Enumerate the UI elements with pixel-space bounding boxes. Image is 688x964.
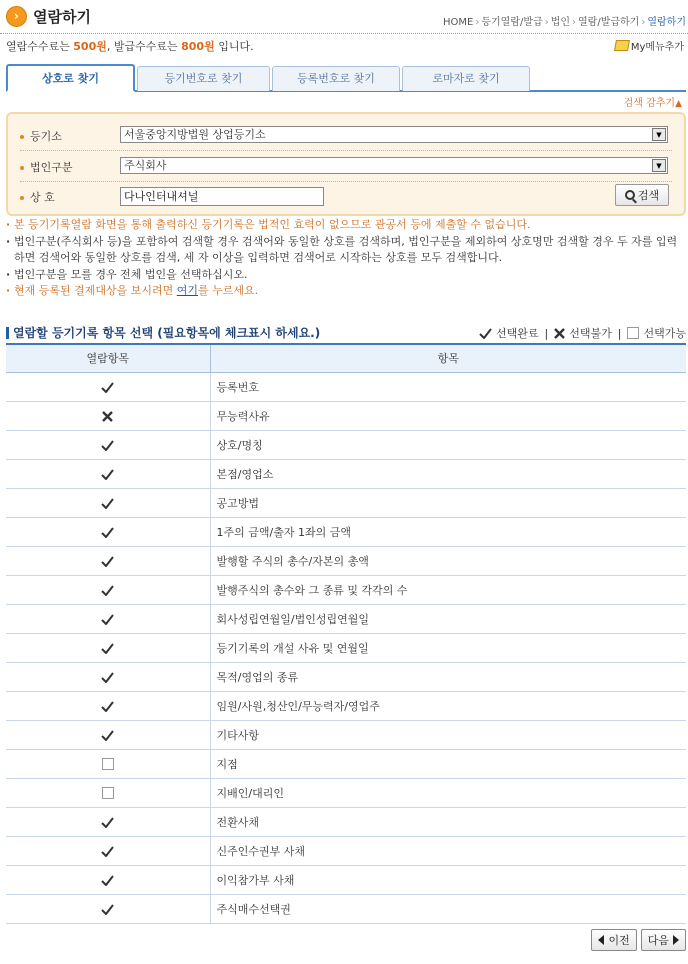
- check-icon: [101, 641, 114, 654]
- table-row: [6, 430, 686, 459]
- registry-row: [20, 124, 670, 146]
- check-icon: [101, 380, 114, 393]
- item-select-cell: [6, 720, 210, 749]
- item-label: 지배인/대리인: [210, 778, 686, 807]
- folder-icon: [614, 40, 630, 51]
- item-label: 지점: [210, 749, 686, 778]
- table-row: [6, 604, 686, 633]
- selection-legend: 선택완료 | 선택불가 | 선택가능: [479, 325, 686, 341]
- check-icon: [101, 583, 114, 596]
- item-label: 전환사채: [210, 807, 686, 836]
- next-button[interactable]: 다음: [641, 929, 686, 951]
- check-icon: [101, 699, 114, 712]
- check-icon: [101, 844, 114, 857]
- table-row: [6, 894, 686, 923]
- table-row: [6, 633, 686, 662]
- table-row: [6, 778, 686, 807]
- table-row: [6, 836, 686, 865]
- item-label: 1주의 금액/출자 1좌의 금액: [210, 517, 686, 546]
- table-row: [6, 865, 686, 894]
- item-select-cell: [6, 807, 210, 836]
- item-label: 주식매수선택권: [210, 894, 686, 923]
- checkbox-icon: [627, 327, 639, 339]
- arrow-right-icon: [673, 935, 679, 945]
- breadcrumb-corporation[interactable]: 법인: [550, 17, 571, 28]
- item-select-cell: [6, 691, 210, 720]
- company-name-label: 상 호: [20, 189, 55, 205]
- item-select-cell: [6, 894, 210, 923]
- item-label: 기타사항: [210, 720, 686, 749]
- tab-name-search[interactable]: 상호로 찾기: [6, 64, 135, 92]
- table-row: [6, 807, 686, 836]
- item-select-cell: [6, 517, 210, 546]
- table-row: [6, 720, 686, 749]
- section-title: 열람할 등기기록 항목 선택 (필요항목에 체크표시 하세요.): [6, 324, 320, 341]
- section-bar-icon: [6, 327, 9, 339]
- item-select-cell: [6, 488, 210, 517]
- item-select-cell: [6, 662, 210, 691]
- notice-item: · 현재 등록된 결제대상을 보시려면 여기를 누르세요.: [6, 283, 686, 300]
- item-label: 발행할 주식의 총수/자본의 총액: [210, 546, 686, 575]
- item-select-cell: [6, 865, 210, 894]
- notice-item: · 법인구분을 모를 경우 전체 법인을 선택하십시오.: [6, 267, 686, 284]
- notice-item: · 본 등기기록열람 화면을 통해 출력하신 등기기록은 법적인 효력이 없으므로 관공서 등에 제출할 수 없습니다.: [6, 217, 686, 234]
- check-icon: [101, 612, 114, 625]
- x-icon: [102, 409, 113, 422]
- arrow-up-icon: ▲: [675, 99, 682, 109]
- company-name-row: [20, 185, 320, 207]
- tab-registry-number[interactable]: 등기번호로 찾기: [137, 66, 270, 91]
- item-select-cell: [6, 372, 210, 401]
- col-item: 항목: [210, 344, 686, 372]
- registry-select[interactable]: 서울중앙지방법원 상업등기소 ▼: [120, 126, 668, 143]
- item-label: 무능력사유: [210, 401, 686, 430]
- item-label: 본점/영업소: [210, 459, 686, 488]
- payment-target-link[interactable]: 여기: [176, 284, 199, 297]
- check-icon: [101, 728, 114, 741]
- search-icon: [625, 190, 635, 200]
- registry-label: 등기소: [20, 128, 62, 144]
- item-select-cell: [6, 546, 210, 575]
- search-tabs: [6, 64, 686, 92]
- notice-list: [6, 217, 686, 300]
- item-label: 상호/명칭: [210, 430, 686, 459]
- x-icon: [554, 328, 565, 339]
- item-label: 회사성립연월일/법인성립연월일: [210, 604, 686, 633]
- check-icon: [101, 902, 114, 915]
- breadcrumb-view-issue[interactable]: 열람/발급하기: [578, 17, 640, 28]
- item-label: 신주인수권부 사채: [210, 836, 686, 865]
- issue-fee: 800원: [181, 40, 215, 53]
- item-label: 등기기록의 개설 사유 및 연월일: [210, 633, 686, 662]
- table-row: [6, 546, 686, 575]
- corp-type-select[interactable]: 주식회사 ▼: [120, 157, 668, 174]
- item-select-cell: [6, 401, 210, 430]
- table-row: [6, 372, 686, 401]
- table-header-row: [6, 344, 686, 372]
- chevron-down-icon[interactable]: ▼: [652, 159, 666, 172]
- breadcrumb-registry[interactable]: 등기열람/발급: [481, 17, 543, 28]
- notice-item: · 법인구분(주식회사 등)을 포함하여 검색할 경우 검색어와 동일한 상호를 검색하며, 법인구분을 제외하여 상호명만 검색할 경우 두 자를 입력하면 검색어와 동일한 상호를 검색, 세 자 이상을 입력하면 검색어로 시작하는 상호를 모두 검색합니다.: [6, 234, 686, 267]
- table-row: [6, 575, 686, 604]
- fee-info: 열람수수료는 500원, 발급수수료는 800원 입니다.: [6, 40, 254, 53]
- item-select-cell: [6, 633, 210, 662]
- item-label: 공고방법: [210, 488, 686, 517]
- chevron-right-icon: ›: [6, 6, 27, 27]
- table-row: [6, 488, 686, 517]
- check-icon: [101, 525, 114, 538]
- page-title: 열람하기: [33, 8, 91, 26]
- pagination: [591, 929, 686, 951]
- table-row: [6, 691, 686, 720]
- item-label: 발행주식의 총수와 그 종류 및 각각의 수: [210, 575, 686, 604]
- search-panel: [6, 112, 686, 216]
- tab-registration-number[interactable]: 등록번호로 찾기: [272, 66, 400, 91]
- checkbox[interactable]: [102, 786, 114, 799]
- check-icon: [101, 438, 114, 451]
- company-name-input[interactable]: 다나인터내셔널: [120, 187, 324, 206]
- table-row: [6, 662, 686, 691]
- item-select-cell: [6, 604, 210, 633]
- check-icon: [101, 670, 114, 683]
- item-select-cell: [6, 430, 210, 459]
- breadcrumb: HOME › 등기열람/발급 › 법인 › 열람/발급하기 › 열람하기: [443, 17, 686, 28]
- view-fee: 500원: [73, 40, 107, 53]
- items-table: [6, 343, 686, 924]
- corp-type-label: 법인구분: [20, 159, 73, 175]
- breadcrumb-current: 열람하기: [647, 17, 686, 28]
- divider: [20, 181, 672, 182]
- check-icon: [101, 467, 114, 480]
- item-select-cell: [6, 575, 210, 604]
- item-label: 목적/영업의 종류: [210, 662, 686, 691]
- table-row: [6, 517, 686, 546]
- table-row: [6, 749, 686, 778]
- item-select-cell: [6, 836, 210, 865]
- col-view-item: 열람항목: [6, 344, 210, 372]
- table-row: [6, 401, 686, 430]
- check-icon: [101, 554, 114, 567]
- item-label: 임원/사원,청산인/무능력자/영업주: [210, 691, 686, 720]
- item-select-cell: [6, 778, 210, 807]
- check-icon: [479, 328, 492, 339]
- item-label: 이익참가부 사채: [210, 865, 686, 894]
- item-select-cell: [6, 459, 210, 488]
- corp-type-row: [20, 155, 670, 177]
- prev-button[interactable]: 이전: [591, 929, 636, 951]
- search-button[interactable]: 검색: [615, 184, 669, 206]
- tab-roman-search[interactable]: 로마자로 찾기: [402, 66, 530, 91]
- page-header: [0, 0, 688, 34]
- check-icon: [101, 815, 114, 828]
- breadcrumb-home[interactable]: HOME: [443, 17, 474, 28]
- check-icon: [101, 873, 114, 886]
- table-row: [6, 459, 686, 488]
- checkbox[interactable]: [102, 757, 114, 770]
- arrow-left-icon: [598, 935, 604, 945]
- item-select-cell: [6, 749, 210, 778]
- search-collapse-link[interactable]: 검색 감추기▲: [623, 98, 682, 109]
- my-menu-add-button[interactable]: My메뉴추가: [615, 38, 684, 53]
- chevron-down-icon[interactable]: ▼: [652, 128, 666, 141]
- item-label: 등록번호: [210, 372, 686, 401]
- check-icon: [101, 496, 114, 509]
- divider: [20, 150, 672, 151]
